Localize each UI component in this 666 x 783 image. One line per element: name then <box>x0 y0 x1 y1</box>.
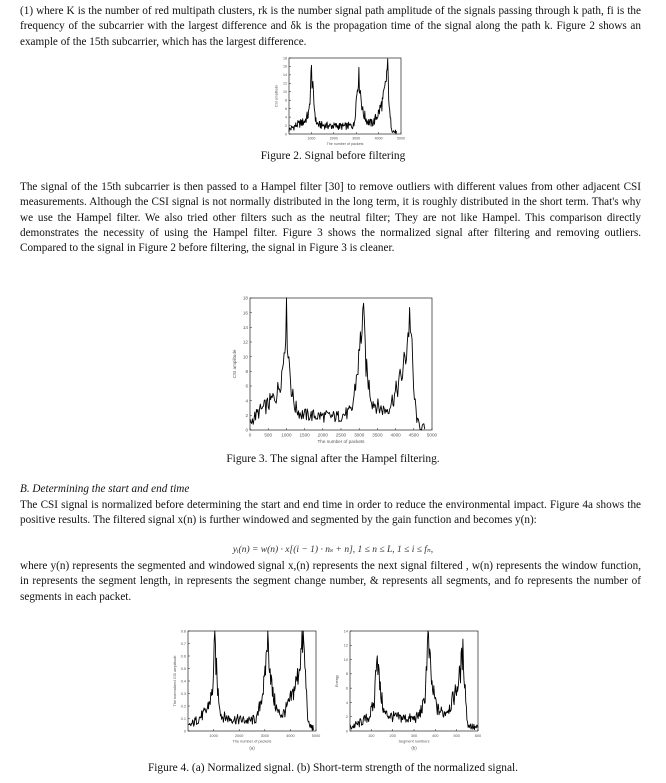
y-tick-label: 0 <box>183 729 186 734</box>
x-axis-label: The number of packets <box>326 142 364 147</box>
figure-4-caption: Figure 4. (a) Normalized signal. (b) Short-term strength of the normalized signal. <box>147 762 519 774</box>
x-tick-label: 1000 <box>307 136 316 141</box>
y-tick-label: 0.3 <box>180 691 186 696</box>
paragraph-normalization: The CSI signal is normalized before determining the start and end time in order to reduce the environmental impact. Figure 4a shows the positive results. The filtered signal x(n) is further windowed and segmented by the gain function and becomes y(n): <box>20 499 641 527</box>
y-tick-label: 8 <box>345 672 348 677</box>
x-tick-label: 100 <box>368 733 375 738</box>
x-tick-label: 2000 <box>329 136 338 141</box>
y-tick-label: 14 <box>283 73 287 78</box>
y-tick-label: 10 <box>283 90 287 95</box>
y-tick-label: 2 <box>285 123 287 128</box>
x-tick-label: 2000 <box>234 733 244 738</box>
y-tick-label: 6 <box>245 383 248 389</box>
x-tick-label: 300 <box>410 733 418 738</box>
y-tick-label: 0.7 <box>180 641 186 646</box>
paragraph-definitions: where y(n) represents the segmented and windowed signal x,(n) represents the next signal filtered , w(n) represents the window function, in represents the segment length, in represents the segment change number, & represents all segments, and fo represents the number of segments in each packet. <box>20 560 641 603</box>
y-tick-label: 8 <box>285 98 287 103</box>
y-tick-label: 8 <box>245 368 248 374</box>
x-tick-label: 3000 <box>352 136 361 141</box>
x-tick-label: 1000 <box>209 733 218 738</box>
y-axis-label: The normalized CSI amplitude <box>173 655 178 707</box>
y-axis-label: CSI amplitude <box>274 84 279 108</box>
y-axis-label: CSI amplitude <box>232 349 238 379</box>
x-tick-label: 5000 <box>426 432 438 438</box>
y-tick-label: 0.4 <box>180 679 186 684</box>
x-tick-label: 3000 <box>354 432 365 438</box>
y-tick-label: 14 <box>242 324 248 330</box>
x-tick-label: 500 <box>264 432 273 438</box>
y-tick-label: 4 <box>285 115 287 120</box>
y-tick-label: 18 <box>242 295 248 301</box>
y-tick-label: 0 <box>345 729 348 734</box>
y-tick-label: 4 <box>345 700 348 705</box>
x-tick-label: 600 <box>474 733 482 738</box>
y-tick-label: 2 <box>345 715 348 720</box>
figure-4a-chart <box>166 625 326 753</box>
y-tick-label: 6 <box>285 106 287 111</box>
equation-segmentation: yᵢ(n) = w(n) · x[(i − 1) · nₛ + n], 1 ≤ n ≤ L, 1 ≤ i ≤ fₙ, <box>232 545 434 555</box>
x-tick-label: 4000 <box>390 432 401 438</box>
x-tick-label: 200 <box>389 733 396 738</box>
y-tick-label: 4 <box>245 398 248 404</box>
x-tick-label: 3500 <box>372 432 383 438</box>
paragraph-intro: (1) where K is the number of red multipath clusters, rk is the number signal path amplitude of the signals passing through k path, fi is the frequency of the subcarrier with the largest difference and δk is the propagation time of the signal along the path k. Figure 2 shows an example of the 15th subcarrier, which has the largest difference. <box>20 5 641 48</box>
y-tick-label: 0.2 <box>180 704 186 709</box>
x-tick-label: 400 <box>432 733 439 738</box>
figure-3-chart <box>228 292 438 452</box>
y-tick-label: 10 <box>242 354 248 360</box>
x-tick-label: 2000 <box>317 432 328 438</box>
x-axis-label: The number of packets <box>317 439 365 445</box>
x-tick-label: 5000 <box>311 733 321 738</box>
panel-label: (b) <box>411 745 417 751</box>
plot-frame <box>250 298 432 430</box>
y-tick-label: 0.6 <box>180 654 186 659</box>
y-tick-label: 0 <box>285 132 287 137</box>
section-heading: B. Determining the start and end time <box>20 483 190 495</box>
figure-2-chart <box>271 54 411 150</box>
y-tick-label: 0.8 <box>180 629 186 634</box>
x-tick-label: 4000 <box>374 136 383 141</box>
x-tick-label: 0 <box>248 432 252 438</box>
x-tick-label: 500 <box>453 733 460 738</box>
y-tick-label: 18 <box>283 56 287 61</box>
x-tick-label: 1000 <box>281 432 292 438</box>
y-tick-label: 16 <box>242 310 248 316</box>
panel-label: (a) <box>249 745 255 751</box>
x-tick-label: 3000 <box>260 733 270 738</box>
figure-2-caption: Figure 2. Signal before filtering <box>260 150 406 162</box>
y-tick-label: 2 <box>245 412 248 418</box>
y-tick-label: 12 <box>343 643 348 648</box>
x-axis-label: Segment numbers <box>398 739 430 744</box>
y-tick-label: 0.1 <box>180 716 186 721</box>
paragraph-hampel: The signal of the 15th subcarrier is then passed to a Hampel filter [30] to remove outliers with different values from other adjacent CSI measurements. Although the CSI signal is not normally distributed in the long term, it is roughly distributed in the short term. That's why we use the Hampel filter. We also tried other filters such as the neutral filter; They are not like Hampel. This comparison directly demonstrates the necessity of using the Hampel filter. Figure 3 shows the normalized signal after filtering and removing outliers. Compared to the signal in Figure 2 before filtering, the signal in Figure 3 is cleaner. <box>20 181 641 255</box>
x-axis-label: The number of packets <box>232 739 272 744</box>
y-tick-label: 6 <box>345 686 348 691</box>
y-tick-label: 10 <box>343 657 348 662</box>
x-tick-label: 1500 <box>299 432 310 438</box>
y-tick-label: 12 <box>242 339 248 345</box>
x-tick-label: 5000 <box>397 136 405 141</box>
y-tick-label: 14 <box>343 629 348 634</box>
figure-4b-chart <box>330 625 490 753</box>
y-tick-label: 16 <box>283 64 287 69</box>
figure-3-caption: Figure 3. The signal after the Hampel filtering. <box>226 453 440 465</box>
y-axis-label: Energy <box>335 674 340 688</box>
y-tick-label: 0.5 <box>180 666 186 671</box>
x-tick-label: 4000 <box>286 733 295 738</box>
x-tick-label: 2500 <box>335 432 347 438</box>
y-tick-label: 12 <box>283 81 287 86</box>
x-tick-label: 4500 <box>408 432 419 438</box>
y-tick-label: 0 <box>245 427 248 433</box>
